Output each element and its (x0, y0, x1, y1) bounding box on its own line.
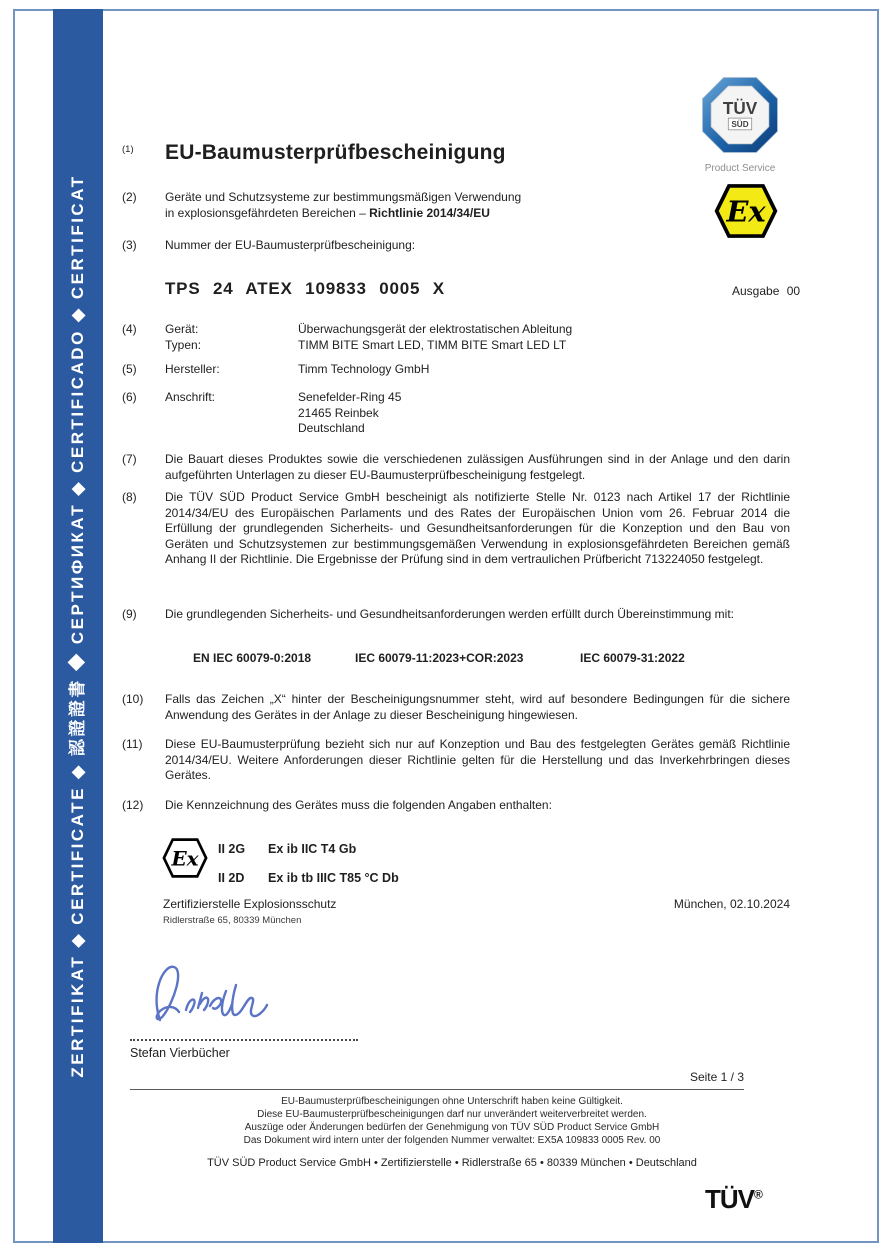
address-line3: Deutschland (298, 421, 365, 435)
section-8 (122, 490, 790, 568)
section-3 (122, 238, 790, 254)
directive-reference: Richtlinie 2014/34/EU (369, 205, 490, 220)
legal-line-2: Diese EU-Baumusterprüfbescheinigungen darf nur unverändert weiterverbreitet werden. (257, 1109, 647, 1120)
section-3-text: Nummer der EU-Baumusterprüfbescheinigung: (165, 238, 416, 252)
types-label: Typen: (165, 337, 202, 352)
section-5-number: (5) (122, 362, 137, 376)
section-5 (122, 362, 790, 378)
section-1 (122, 141, 790, 165)
section-8-text: Die TÜV SÜD Product Service GmbH bescheinigt als notifizierte Stelle Nr. 0123 nach Artikel 17 der Richtlinie 2014/34/EU des Europäischen Parlaments und des Rates der Europäischen Union vom 26. Februar 2014 die Erfüllung der grundlegenden Sicherheits- und Gesundheitsanforderungen für die Konzeption und den Bau von Geräten und Schutzsystemen zur bestimmungsgemäßen Verwendung in explosionsgefährdeten Bereichen gemäß Anhang II der Richtlinie. Die Ergebnisse der Prüfung sind in dem vertraulichen Prüfbericht 713224050 festgelegt. (165, 490, 790, 566)
marking-group-2: II 2D (218, 871, 245, 885)
address-label: Anschrift: (165, 390, 216, 404)
section-12-text: Die Kennzeichnung des Gerätes muss die folgenden Angaben enthalten: (165, 798, 552, 812)
section-9-number: (9) (122, 607, 137, 621)
legal-line-3: Auszüge oder Änderungen bedürfen der Genehmigung von TÜV SÜD Product Service GmbH (244, 1122, 660, 1133)
signature-dotted-line (130, 1039, 358, 1041)
section-9-text: Die grundlegenden Sicherheits- und Gesundheitsanforderungen werden erfüllt durch Übereinstimmung mit: (165, 607, 734, 621)
section-6 (122, 390, 790, 437)
tuv-logo-text: TÜV (722, 98, 758, 119)
section-7-number: (7) (122, 452, 137, 466)
certificate-title: EU-Baumusterprüfbescheinigung (165, 141, 506, 164)
ex-symbol-text: Ex (726, 194, 766, 229)
section-7 (122, 452, 790, 483)
certificate-sidebar (53, 9, 103, 1243)
legal-line-4: Das Dokument wird intern unter der folgenden Nummer verwaltet: EX5A 109833 0005 Rev. 00 (243, 1135, 661, 1146)
section-10 (122, 692, 790, 723)
signature-stroke-icon (140, 958, 280, 1038)
signer-name: Stefan Vierbücher (130, 1046, 230, 1060)
section-10-text: Falls das Zeichen „X“ hinter der Bescheinigungsnummer steht, wird auf besondere Bedingungen für die sichere Anwendung des Gerätes in der Anlage zu dieser Bescheinigung hingewiesen. (165, 692, 790, 722)
section-4 (122, 322, 790, 353)
section-2-number: (2) (122, 190, 137, 204)
section-2-line1: Geräte und Schutzsysteme zur bestimmungsmäßigen Verwendung (165, 190, 522, 204)
section-2-text (165, 190, 790, 221)
section-12 (122, 798, 790, 814)
company-address-line: TÜV SÜD Product Service GmbH • Zertifizierstelle • Ridlerstraße 65 • 80339 München • Deutschland (207, 1157, 697, 1169)
legal-line-1: EU-Baumusterprüfbescheinigungen ohne Unterschrift haben keine Gültigkeit. (281, 1096, 623, 1107)
marking-ex-symbol (162, 835, 208, 886)
sud-logo-text: SÜD (731, 120, 749, 130)
address-line1: Senefelder-Ring 45 (298, 390, 402, 404)
standard-3: IEC 60079-31:2022 (580, 651, 685, 665)
section-11-text: Diese EU-Baumusterprüfung bezieht sich nur auf Konzeption und Bau des festgelegten Gerätes gemäß Richtlinie 2014/34/EU. Weitere Anforderungen dieser Richtlinie gelten für die Herstellung und das Inverkehrbringen dieses Gerätes. (165, 737, 790, 782)
marking-group-1: II 2G (218, 842, 246, 856)
types-value: TIMM BITE Smart LED, TIMM BITE Smart LED LT (298, 337, 567, 352)
marking-ex-text: Ex (171, 846, 199, 871)
section-2-line2: in explosionsgefährdeten Bereichen – (165, 205, 370, 220)
address-value (298, 390, 790, 437)
legal-notes (122, 1095, 782, 1147)
address-line2: 21465 Reinbek (298, 405, 379, 420)
section-8-number: (8) (122, 490, 137, 504)
section-12-number: (12) (122, 798, 144, 812)
manufacturer-label: Hersteller: (165, 362, 220, 376)
section-6-number: (6) (122, 390, 137, 404)
sidebar-vertical-text: ZERTIFIKAT ◆ CERTIFICATE ◆ 認證證書 ◆ СЕРТИФИКАТ ◆ CERTIFICADO ◆ CERTIFICAT (68, 174, 87, 1078)
footer-rule (130, 1089, 744, 1090)
marking-code-1: Ex ib IIC T4 Gb (268, 842, 357, 856)
section-9 (122, 607, 790, 623)
certification-body: Zertifizierstelle Explosionsschutz (163, 897, 337, 911)
page-number: Seite 1 / 3 (689, 1070, 744, 1084)
standard-1: EN IEC 60079-0:2018 (193, 651, 312, 665)
manufacturer-table (165, 362, 790, 378)
device-label: Gerät: (165, 322, 199, 336)
marking-code-2: Ex ib tb IIIC T85 °C Db (268, 871, 399, 885)
certification-body-address: Ridlerstraße 65, 80339 München (163, 915, 302, 926)
section-3-number: (3) (122, 238, 137, 252)
logo-caption: Product Service (704, 163, 776, 174)
device-value: Überwachungsgerät der elektrostatischen Ableitung (298, 322, 573, 336)
address-table (165, 390, 790, 437)
section-11 (122, 737, 790, 784)
section-7-text: Die Bauart dieses Produktes sowie die verschiedenen zulässigen Ausführungen sind in der Anlage und den darin aufgeführten Unterlagen zu dieser EU-Baumusterprüfbescheinigung festgelegt. (165, 452, 790, 482)
section-2 (122, 190, 790, 221)
certificate-number: TPS 24 ATEX 109833 0005 X (165, 279, 445, 298)
manufacturer-value: Timm Technology GmbH (298, 362, 430, 376)
ex-outline-hexagon-icon (162, 835, 208, 881)
device-table (165, 322, 790, 353)
section-10-number: (10) (122, 692, 144, 706)
registered-mark: ® (754, 1187, 763, 1202)
tuv-wordmark (705, 1184, 763, 1215)
section-4-number: (4) (122, 322, 137, 336)
section-1-number: (1) (122, 144, 134, 155)
issue-label: Ausgabe 00 (732, 284, 801, 298)
signature-image (140, 958, 280, 1043)
place-and-date: München, 02.10.2024 (673, 897, 790, 911)
tuv-wordmark-text: TÜV (705, 1184, 754, 1214)
section-11-number: (11) (122, 737, 143, 751)
standard-2: IEC 60079-11:2023+COR:2023 (355, 651, 524, 665)
